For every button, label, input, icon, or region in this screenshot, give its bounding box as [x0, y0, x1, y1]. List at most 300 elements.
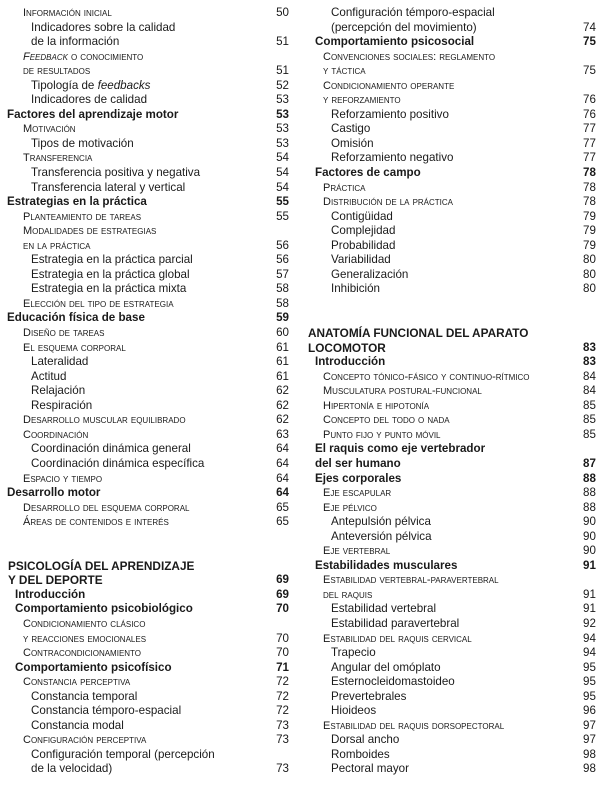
spacer — [300, 297, 600, 312]
entry-title: Transferencia lateral y vertical — [31, 180, 186, 194]
entry-title: Estabilidad vertebral-paravertebral — [323, 574, 499, 587]
entry-title: Configuración témporo-espacial — [331, 6, 495, 19]
toc-entry — [0, 704, 292, 719]
entry-italic-text: Feedback — [23, 50, 68, 63]
page-number: 80 — [583, 282, 596, 296]
page-number: 65 — [276, 515, 289, 529]
toc-heading — [0, 661, 292, 676]
toc-entry — [0, 515, 292, 530]
entry-title: del raquis — [323, 588, 373, 601]
entry-title: Estabilidad del raquis dorsopectoral — [323, 719, 505, 732]
toc-entry — [300, 64, 600, 79]
entry-title: Motivación — [23, 123, 76, 136]
entry-title: Dorsal ancho — [331, 733, 400, 747]
entry-title: LOCOMOTOR — [308, 340, 386, 355]
toc-entry — [300, 704, 600, 719]
entry-title: Información inicial — [23, 7, 112, 19]
toc-entry — [0, 282, 292, 297]
entry-title: El raquis como eje vertebrador — [315, 442, 486, 456]
entry-title: Eje pélvico — [323, 501, 377, 514]
toc-entry — [300, 122, 600, 137]
page-number: 60 — [276, 326, 289, 340]
toc-heading — [300, 341, 600, 356]
toc-entry — [300, 6, 600, 21]
entry-title: Estabilidades musculares — [315, 558, 458, 572]
toc-entry — [300, 501, 600, 516]
entry-title: PSICOLOGÍA DEL APRENDIZAJE — [8, 558, 195, 573]
page-number: 53 — [276, 107, 289, 121]
toc-entry — [0, 719, 292, 734]
page-number: 85 — [583, 427, 596, 441]
toc-heading — [0, 573, 292, 588]
page-number: 64 — [276, 442, 289, 456]
entry-title: Comportamiento psicosocial — [315, 35, 475, 49]
toc-entry — [0, 341, 292, 356]
toc-entry — [300, 675, 600, 690]
page-number: 97 — [583, 733, 596, 747]
toc-heading — [0, 311, 292, 326]
spacer — [0, 544, 292, 559]
page-number: 54 — [276, 166, 289, 180]
page-number: 91 — [583, 587, 596, 601]
entry-title: Constancia témporo-espacial — [31, 704, 182, 718]
page-number: 69 — [276, 573, 289, 587]
entry-title: y reforzamiento — [323, 94, 401, 107]
entry-title: Transferencia — [23, 152, 93, 165]
page-number: 88 — [583, 471, 596, 485]
toc-heading — [300, 355, 600, 370]
entry-title: Trapecio — [331, 646, 376, 660]
spacer — [0, 530, 292, 545]
toc-entry — [300, 690, 600, 705]
entry-title: Áreas de contenidos e interés — [23, 516, 169, 529]
page-number: 74 — [583, 20, 596, 34]
entry-title: Pectoral mayor — [331, 762, 409, 776]
page-number: 88 — [583, 486, 596, 500]
entry-title: Ejes corporales — [315, 471, 402, 485]
entry-title: Omisión — [331, 136, 374, 150]
entry-title: El esquema corporal — [23, 341, 126, 354]
page-number: 63 — [276, 427, 289, 441]
page-number: 80 — [583, 253, 596, 267]
toc-entry — [0, 748, 292, 763]
entry-title: Castigo — [331, 122, 371, 136]
entry-title: Probabilidad — [331, 238, 396, 252]
page-number: 79 — [583, 238, 596, 252]
toc-entry — [300, 93, 600, 108]
entry-title: Eje escapular — [323, 487, 392, 500]
toc-heading — [0, 195, 292, 210]
page-number: 80 — [583, 267, 596, 281]
toc-entry — [300, 79, 600, 94]
entry-title: Desarrollo motor — [7, 486, 101, 500]
toc-entry — [0, 457, 292, 472]
toc-entry — [0, 297, 292, 312]
entry-title: y táctica — [323, 65, 366, 78]
page-number: 65 — [276, 500, 289, 514]
entry-title: Estrategia en la práctica parcial — [31, 253, 193, 267]
toc-heading — [300, 35, 600, 50]
toc-entry — [300, 370, 600, 385]
entry-title: Práctica — [323, 181, 366, 194]
page-number: 57 — [276, 267, 289, 281]
page-number: 56 — [276, 238, 289, 252]
toc-entry — [0, 384, 292, 399]
page-number: 84 — [583, 369, 596, 383]
toc-entry — [0, 151, 292, 166]
entry-title: Constancia modal — [31, 718, 124, 732]
toc-heading — [0, 588, 292, 603]
entry-title: Esternocleidomastoideo — [331, 675, 455, 689]
page-number: 95 — [583, 675, 596, 689]
page-number: 78 — [583, 180, 596, 194]
toc-entry — [300, 268, 600, 283]
toc-entry — [300, 632, 600, 647]
page-number: 72 — [276, 689, 289, 703]
page-number: 56 — [276, 253, 289, 267]
entry-title: Musculatura postural-funcional — [323, 385, 482, 398]
toc-entry — [0, 413, 292, 428]
toc-heading — [300, 442, 600, 457]
entry-title: Hipertonía e hipotonía — [323, 399, 430, 412]
page-number: 78 — [583, 195, 596, 209]
page-number: 62 — [276, 398, 289, 412]
entry-title: Planteamiento de tareas — [23, 210, 142, 223]
page-number: 75 — [583, 64, 596, 78]
entry-title: Reforzamiento negativo — [331, 151, 454, 165]
entry-title: Convenciones sociales: reglamento — [323, 50, 496, 63]
toc-heading — [0, 602, 292, 617]
toc-entry — [0, 239, 292, 254]
page-number: 64 — [276, 471, 289, 485]
page-number: 88 — [583, 500, 596, 514]
toc-entry — [300, 486, 600, 501]
page-number: 94 — [583, 646, 596, 660]
entry-title: Actitud — [31, 369, 67, 383]
entry-title: Desarrollo del esquema corporal — [23, 501, 190, 514]
entry-title: Coordinación dinámica general — [31, 442, 191, 456]
page-number: 69 — [276, 587, 289, 601]
page-number: 85 — [583, 398, 596, 412]
page-number: 90 — [583, 515, 596, 529]
page-number: 79 — [583, 209, 596, 223]
page-number: 98 — [583, 762, 596, 776]
page-number: 96 — [583, 704, 596, 718]
entry-title: Y DEL DEPORTE — [8, 573, 103, 588]
page-number: 55 — [276, 209, 289, 223]
toc-entry — [0, 762, 292, 777]
entry-title: Concepto del todo o nada — [323, 414, 450, 427]
entry-title: Introducción — [15, 587, 86, 601]
toc-entry — [300, 719, 600, 734]
entry-title: Constancia temporal — [31, 689, 138, 703]
entry-title: Factores del aprendizaje motor — [7, 107, 179, 121]
page-number: 53 — [276, 93, 289, 107]
page-number: 52 — [276, 78, 289, 92]
page-number: 59 — [276, 311, 289, 325]
toc-heading — [0, 559, 292, 574]
page-number: 75 — [583, 35, 596, 49]
page-number: 61 — [276, 355, 289, 369]
page-number: 50 — [276, 6, 289, 19]
page-number: 87 — [583, 456, 596, 470]
toc-entry — [300, 646, 600, 661]
toc-heading — [300, 559, 600, 574]
toc-entry — [0, 210, 292, 225]
page-number: 53 — [276, 122, 289, 136]
page-number: 73 — [276, 733, 289, 747]
toc-entry — [300, 602, 600, 617]
page-number: 98 — [583, 747, 596, 761]
page-number: 83 — [583, 355, 596, 369]
entry-title: Contigüidad — [331, 209, 393, 223]
entry-title: Estabilidad paravertebral — [331, 616, 460, 630]
entry-title: Hioideos — [331, 704, 377, 718]
page-number: 70 — [276, 631, 289, 645]
toc-entry — [300, 50, 600, 65]
entry-title: Complejidad — [331, 224, 396, 238]
toc-entry — [300, 181, 600, 196]
toc-entry — [300, 210, 600, 225]
page-number: 77 — [583, 136, 596, 150]
entry-title: Respiración — [31, 398, 93, 412]
toc-entry — [0, 326, 292, 341]
toc-entry — [300, 733, 600, 748]
entry-title: Punto fijo y punto móvil — [323, 428, 441, 441]
toc-entry — [300, 573, 600, 588]
toc-entry — [0, 6, 292, 21]
entry-title: de resultados — [23, 65, 91, 78]
page-number: 71 — [276, 660, 289, 674]
page-number: 95 — [583, 689, 596, 703]
toc-entry — [0, 181, 292, 196]
toc-entry — [300, 137, 600, 152]
toc-entry — [0, 224, 292, 239]
toc-entry — [0, 93, 292, 108]
toc-entry — [300, 399, 600, 414]
page-number: 70 — [276, 646, 289, 660]
entry-title: Contracondicionamiento — [23, 647, 142, 660]
entry-title: Tipos de motivación — [31, 136, 134, 150]
toc-entry — [300, 253, 600, 268]
toc-heading — [300, 326, 600, 341]
entry-title: Espacio y tiempo — [23, 472, 103, 485]
entry-title: Desarrollo muscular equilibrado — [23, 414, 186, 427]
page-number: 62 — [276, 384, 289, 398]
entry-title: Configuración temporal (percepción — [31, 747, 215, 761]
toc-heading — [0, 108, 292, 123]
page-number: 90 — [583, 544, 596, 558]
page-number: 64 — [276, 486, 289, 500]
entry-title: Modalidades de estrategias — [23, 225, 157, 238]
entry-title: Estabilidad vertebral — [331, 602, 437, 616]
toc-entry — [0, 675, 292, 690]
page-number: 72 — [276, 704, 289, 718]
toc-entry — [0, 64, 292, 79]
toc-entry — [300, 195, 600, 210]
toc-entry — [0, 35, 292, 50]
toc-entry — [0, 428, 292, 443]
entry-title: y reacciones emocionales — [23, 632, 147, 645]
entry-title: Generalización — [331, 267, 409, 281]
page-number: 78 — [583, 166, 596, 180]
page-number: 70 — [276, 602, 289, 616]
entry-title: de la velocidad) — [31, 762, 113, 776]
toc-entry — [0, 137, 292, 152]
entry-title: Coordinación dinámica específica — [31, 456, 205, 470]
toc-entry — [0, 632, 292, 647]
page-number: 90 — [583, 529, 596, 543]
entry-title: Variabilidad — [331, 253, 391, 267]
entry-title: Inhibición — [331, 282, 380, 296]
toc-entry — [300, 544, 600, 559]
entry-title: Reforzamiento positivo — [331, 107, 449, 121]
entry-title: Factores de campo — [315, 166, 421, 180]
entry-title: Diseño de tareas — [23, 327, 105, 340]
entry-title: Condicionamiento clásico — [23, 617, 146, 630]
entry-title: Romboides — [331, 747, 390, 761]
toc-entry — [0, 355, 292, 370]
toc-entry — [300, 428, 600, 443]
toc-entry — [0, 166, 292, 181]
toc-entry — [0, 617, 292, 632]
entry-italic-text: feedbacks — [97, 78, 151, 92]
toc-entry — [0, 501, 292, 516]
page-number: 54 — [276, 151, 289, 165]
toc-entry — [0, 690, 292, 705]
page-number: 97 — [583, 718, 596, 732]
toc-entry — [300, 588, 600, 603]
entry-title: Estrategias en la práctica — [7, 195, 147, 209]
toc-entry — [0, 79, 292, 94]
page-number: 94 — [583, 631, 596, 645]
toc-entry — [300, 617, 600, 632]
toc-entry — [0, 253, 292, 268]
entry-title: Estabilidad del raquis cervical — [323, 632, 472, 645]
toc-entry — [0, 21, 292, 36]
toc-entry — [300, 224, 600, 239]
page-number: 61 — [276, 340, 289, 354]
toc-entry — [300, 384, 600, 399]
entry-title: Introducción — [315, 355, 386, 369]
entry-title: Antepulsión pélvica — [331, 515, 431, 529]
entry-title: del ser humano — [315, 456, 401, 470]
page-number: 61 — [276, 369, 289, 383]
toc-entry — [0, 50, 292, 65]
entry-title: (percepción del movimiento) — [331, 20, 477, 34]
entry-title: Coordinación — [23, 428, 89, 441]
toc-right-column — [300, 6, 600, 777]
toc-entry — [300, 282, 600, 297]
entry-title: Indicadores sobre la calidad — [31, 20, 176, 34]
entry-title: de la información — [31, 35, 120, 49]
page-number: 51 — [276, 64, 289, 78]
spacer — [300, 311, 600, 326]
entry-title: Lateralidad — [31, 355, 89, 369]
toc-entry — [300, 515, 600, 530]
entry-title: en la práctica — [23, 239, 91, 252]
page-number: 53 — [276, 136, 289, 150]
entry-title: Configuración perceptiva — [23, 734, 147, 747]
entry-title: Condicionamiento operante — [323, 79, 455, 92]
page-number: 73 — [276, 718, 289, 732]
page-number: 77 — [583, 122, 596, 136]
page-number: 76 — [583, 107, 596, 121]
toc-entry — [300, 151, 600, 166]
page-number: 58 — [276, 282, 289, 296]
toc-entry — [300, 661, 600, 676]
page-number: 85 — [583, 413, 596, 427]
entry-title: Angular del omóplato — [331, 660, 441, 674]
page-number: 77 — [583, 151, 596, 165]
entry-title: Relajación — [31, 384, 86, 398]
entry-title: Educación física de base — [7, 311, 145, 325]
toc-entry — [300, 239, 600, 254]
page-number: 95 — [583, 660, 596, 674]
entry-title: Comportamiento psicobiológico — [15, 602, 193, 616]
toc-entry — [0, 399, 292, 414]
entry-title: Eje vertebral — [323, 545, 391, 558]
page-number: 91 — [583, 602, 596, 616]
page-number: 72 — [276, 675, 289, 689]
page-number: 79 — [583, 224, 596, 238]
toc-entry — [0, 472, 292, 487]
entry-title: Prevertebrales — [331, 689, 407, 703]
entry-title: Estrategia en la práctica mixta — [31, 282, 187, 296]
toc-entry — [300, 748, 600, 763]
toc-heading — [300, 166, 600, 181]
entry-title: Distribución de la práctica — [323, 196, 454, 209]
entry-title: Tipología de — [31, 78, 98, 92]
page-number: 64 — [276, 456, 289, 470]
toc-entry — [0, 370, 292, 385]
page-number: 58 — [276, 296, 289, 310]
page-number: 76 — [583, 93, 596, 107]
page-number: 62 — [276, 413, 289, 427]
entry-title: Anteversión pélvica — [331, 529, 432, 543]
page-number: 83 — [583, 340, 596, 354]
page-number: 91 — [583, 558, 596, 572]
page-number: 55 — [276, 195, 289, 209]
toc-left-column — [0, 6, 292, 777]
toc-heading — [300, 457, 600, 472]
entry-title: Comportamiento psicofísico — [15, 660, 172, 674]
toc-entry — [300, 108, 600, 123]
entry-title: Constancia perceptiva — [23, 676, 131, 689]
page-number: 73 — [276, 762, 289, 776]
toc-heading — [300, 472, 600, 487]
toc-entry — [300, 21, 600, 36]
page-number: 84 — [583, 384, 596, 398]
toc-entry — [0, 268, 292, 283]
page-number: 54 — [276, 180, 289, 194]
toc-entry — [0, 122, 292, 137]
toc-entry — [300, 762, 600, 777]
entry-title: Concepto tónico-fásico y continuo-rítmico — [323, 370, 530, 383]
entry-title: o conocimiento — [67, 50, 144, 63]
toc-entry — [0, 442, 292, 457]
entry-title: ANATOMÍA FUNCIONAL DEL APARATO — [308, 326, 529, 341]
entry-title: Estrategia en la práctica global — [31, 267, 190, 281]
toc-heading — [0, 486, 292, 501]
toc-entry — [0, 733, 292, 748]
entry-title: Elección del tipo de estrategia — [23, 297, 174, 310]
entry-title: Transferencia positiva y negativa — [31, 166, 201, 180]
toc-entry — [0, 646, 292, 661]
page-number: 51 — [276, 35, 289, 49]
toc-entry — [300, 413, 600, 428]
toc-entry — [300, 530, 600, 545]
